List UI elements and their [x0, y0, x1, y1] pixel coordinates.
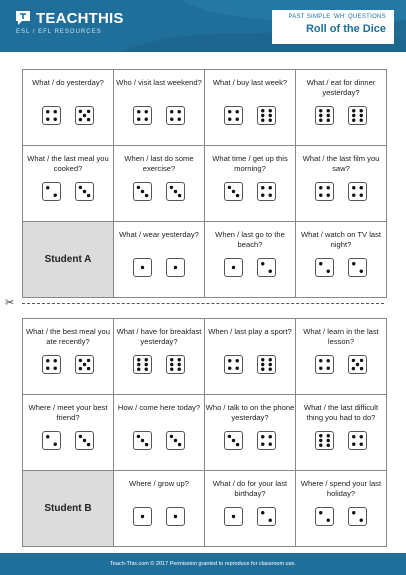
die-pip: [269, 194, 272, 197]
question-cell: [205, 471, 296, 547]
die-pip: [145, 118, 148, 121]
dice-pair: [114, 106, 204, 125]
die-pip: [261, 368, 264, 371]
dice-pair: [114, 258, 204, 277]
die-face-2: [315, 507, 334, 526]
student-b-grid: [22, 318, 387, 547]
die-pip: [360, 443, 363, 446]
question-text: What / eat for dinner yesterday?: [306, 78, 376, 97]
die-face-2: [257, 507, 276, 526]
die-pip: [352, 114, 355, 117]
die-pip: [261, 511, 264, 514]
die-pip: [170, 363, 173, 366]
dice-pair: [114, 355, 204, 374]
die-face-5: [75, 355, 94, 374]
die-pip: [327, 270, 330, 273]
die-pip: [46, 359, 49, 362]
dice-pair: [205, 355, 295, 374]
question-text: Where / spend your last holiday?: [300, 479, 382, 498]
question-cell: [205, 395, 296, 471]
question-cell: [205, 319, 296, 395]
die-pip: [327, 119, 330, 122]
die-pip: [356, 363, 359, 366]
die-face-4: [315, 182, 334, 201]
question-cell: [114, 146, 205, 222]
question-cell: [205, 70, 296, 146]
die-pip: [145, 194, 148, 197]
die-pip: [327, 359, 330, 362]
die-face-1: [224, 507, 243, 526]
die-pip: [137, 363, 140, 366]
die-face-1: [166, 507, 185, 526]
question-text: What / the last difficult thing you had to do?: [303, 403, 379, 422]
question-text: What / the last meal you cooked?: [27, 154, 109, 173]
brand-logo: [14, 9, 124, 35]
die-pip: [54, 367, 57, 370]
dice-pair: [296, 258, 386, 277]
die-pip: [319, 367, 322, 370]
die-face-3: [166, 431, 185, 450]
die-pip: [137, 435, 140, 438]
die-pip: [145, 358, 148, 361]
die-face-4: [224, 355, 243, 374]
die-pip: [228, 118, 231, 121]
die-pip: [170, 110, 173, 113]
die-face-3: [133, 431, 152, 450]
die-pip: [87, 194, 90, 197]
die-pip: [83, 114, 86, 117]
die-pip: [174, 190, 177, 193]
die-pip: [352, 119, 355, 122]
grid-row: [23, 471, 387, 547]
die-pip: [327, 444, 330, 447]
question-cell: [296, 70, 387, 146]
question-text: Who / visit last weekend?: [116, 78, 202, 87]
die-pip: [269, 363, 272, 366]
die-pip: [170, 358, 173, 361]
die-pip: [319, 511, 322, 514]
die-pip: [327, 114, 330, 117]
dice-pair: [114, 182, 204, 201]
die-pip: [170, 435, 173, 438]
header-banner: [0, 0, 406, 52]
die-pip: [170, 368, 173, 371]
die-pip: [360, 359, 363, 362]
brand-tagline: ESL / EFL RESOURCES: [16, 29, 102, 35]
die-pip: [54, 118, 57, 121]
question-cell: [114, 319, 205, 395]
die-pip: [145, 443, 148, 446]
die-face-2: [42, 431, 61, 450]
die-pip: [137, 110, 140, 113]
question-cell: [296, 471, 387, 547]
question-text: Where / grow up?: [129, 479, 189, 488]
die-face-4: [42, 106, 61, 125]
die-pip: [261, 262, 264, 265]
die-pip: [137, 118, 140, 121]
die-face-6: [348, 106, 367, 125]
die-pip: [319, 444, 322, 447]
die-pip: [327, 434, 330, 437]
question-text: When / last go to the beach?: [215, 230, 285, 249]
die-face-1: [224, 258, 243, 277]
dice-pair: [296, 182, 386, 201]
dice-pair: [23, 431, 113, 450]
question-cell: [205, 146, 296, 222]
die-pip: [79, 110, 82, 113]
die-pip: [352, 109, 355, 112]
die-pip: [236, 443, 239, 446]
grid-row: [23, 395, 387, 471]
die-pip: [83, 439, 86, 442]
die-pip: [236, 110, 239, 113]
die-pip: [261, 435, 264, 438]
die-face-5: [75, 106, 94, 125]
die-face-6: [315, 431, 334, 450]
footer: Teach-This.com © 2017 Permission granted to reproduce for classroom use.: [0, 553, 406, 575]
die-pip: [87, 443, 90, 446]
die-pip: [236, 194, 239, 197]
die-face-5: [348, 355, 367, 374]
die-pip: [178, 443, 181, 446]
die-pip: [87, 118, 90, 121]
question-text: What / the best meal you ate recently?: [26, 327, 110, 346]
die-pip: [178, 358, 181, 361]
die-face-6: [257, 355, 276, 374]
question-text: Where / meet your best friend?: [28, 403, 108, 422]
dice-pair: [23, 106, 113, 125]
die-face-3: [166, 182, 185, 201]
die-pip: [360, 435, 363, 438]
die-pip: [232, 439, 235, 442]
question-cell: [296, 319, 387, 395]
die-face-4: [133, 106, 152, 125]
die-face-2: [315, 258, 334, 277]
die-face-2: [42, 182, 61, 201]
die-face-6: [257, 106, 276, 125]
die-pip: [170, 118, 173, 121]
die-pip: [145, 363, 148, 366]
die-pip: [145, 110, 148, 113]
die-pip: [79, 359, 82, 362]
die-pip: [46, 186, 49, 189]
die-face-3: [75, 431, 94, 450]
grid-row: [23, 222, 387, 298]
die-pip: [54, 194, 57, 197]
die-pip: [178, 110, 181, 113]
die-pip: [352, 367, 355, 370]
die-pip: [87, 110, 90, 113]
die-pip: [327, 194, 330, 197]
die-pip: [269, 435, 272, 438]
die-pip: [269, 270, 272, 273]
die-face-6: [133, 355, 152, 374]
die-face-6: [166, 355, 185, 374]
scissors-icon: ✂: [5, 297, 15, 309]
die-pip: [319, 194, 322, 197]
die-pip: [360, 194, 363, 197]
die-pip: [319, 434, 322, 437]
die-pip: [261, 443, 264, 446]
die-pip: [360, 109, 363, 112]
dashed-cut-line: [22, 303, 384, 304]
dice-pair: [205, 182, 295, 201]
die-face-2: [348, 507, 367, 526]
grid-row: [23, 319, 387, 395]
die-pip: [141, 439, 144, 442]
die-face-4: [348, 431, 367, 450]
die-pip: [269, 368, 272, 371]
question-cell: [114, 70, 205, 146]
die-pip: [327, 109, 330, 112]
die-pip: [54, 359, 57, 362]
die-pip: [269, 109, 272, 112]
dice-pair: [205, 431, 295, 450]
die-face-4: [42, 355, 61, 374]
die-pip: [360, 367, 363, 370]
die-face-1: [133, 258, 152, 277]
question-cell: [296, 146, 387, 222]
die-pip: [261, 114, 264, 117]
die-pip: [319, 119, 322, 122]
die-pip: [79, 118, 82, 121]
die-pip: [269, 358, 272, 361]
question-text: What / wear yesterday?: [119, 230, 199, 239]
die-pip: [352, 511, 355, 514]
dice-pair: [296, 355, 386, 374]
die-pip: [137, 368, 140, 371]
question-text: When / last do some exercise?: [124, 154, 194, 173]
worksheet-title: Roll of the Dice: [305, 23, 386, 35]
question-text: How / come here today?: [117, 403, 201, 412]
die-pip: [178, 363, 181, 366]
die-pip: [228, 359, 231, 362]
die-pip: [261, 119, 264, 122]
die-pip: [83, 190, 86, 193]
die-pip: [54, 443, 57, 446]
question-cell: [296, 222, 387, 298]
question-text: When / last play a sport?: [208, 327, 292, 336]
die-pip: [174, 439, 177, 442]
die-pip: [178, 368, 181, 371]
die-pip: [87, 367, 90, 370]
die-pip: [178, 194, 181, 197]
question-cell: [296, 395, 387, 471]
die-pip: [236, 367, 239, 370]
die-pip: [269, 443, 272, 446]
die-pip: [228, 186, 231, 189]
dice-pair: [296, 431, 386, 450]
die-pip: [141, 266, 144, 269]
die-face-6: [315, 106, 334, 125]
die-pip: [79, 186, 82, 189]
die-pip: [228, 367, 231, 370]
die-pip: [174, 515, 177, 518]
die-pip: [352, 443, 355, 446]
question-cell: [23, 395, 114, 471]
die-pip: [319, 262, 322, 265]
dice-pair: [205, 106, 295, 125]
die-pip: [269, 519, 272, 522]
die-pip: [327, 519, 330, 522]
die-pip: [141, 190, 144, 193]
die-pip: [269, 119, 272, 122]
student-label: Student A: [23, 222, 114, 298]
die-pip: [236, 118, 239, 121]
die-pip: [352, 186, 355, 189]
die-pip: [46, 110, 49, 113]
question-cell: [114, 471, 205, 547]
die-face-3: [75, 182, 94, 201]
question-text: What time / get up this morning?: [212, 154, 288, 173]
question-text: What / have for breakfast yesterday?: [116, 327, 202, 346]
die-face-3: [133, 182, 152, 201]
die-pip: [54, 110, 57, 113]
die-face-4: [315, 355, 334, 374]
student-label: Student B: [23, 471, 114, 547]
die-pip: [269, 114, 272, 117]
die-face-1: [133, 507, 152, 526]
question-text: What / learn in the last lesson?: [303, 327, 379, 346]
question-text: Who / talk to on the phone yesterday?: [205, 403, 295, 422]
die-face-3: [224, 431, 243, 450]
die-pip: [87, 359, 90, 362]
die-pip: [170, 186, 173, 189]
title-box: [272, 10, 394, 44]
die-pip: [232, 190, 235, 193]
die-pip: [352, 194, 355, 197]
die-pip: [319, 439, 322, 442]
dice-pair: [296, 507, 386, 526]
die-face-4: [166, 106, 185, 125]
die-pip: [236, 359, 239, 362]
die-pip: [352, 262, 355, 265]
die-pip: [46, 435, 49, 438]
dice-pair: [296, 106, 386, 125]
die-pip: [145, 368, 148, 371]
die-face-2: [257, 258, 276, 277]
die-pip: [269, 186, 272, 189]
die-face-2: [348, 258, 367, 277]
dice-pair: [205, 507, 295, 526]
grid-row: [23, 146, 387, 222]
die-pip: [261, 358, 264, 361]
die-pip: [178, 118, 181, 121]
die-pip: [141, 515, 144, 518]
die-pip: [360, 114, 363, 117]
die-pip: [319, 109, 322, 112]
die-pip: [360, 119, 363, 122]
die-pip: [261, 109, 264, 112]
die-pip: [352, 435, 355, 438]
question-text: What / do yesterday?: [32, 78, 104, 87]
question-cell: [23, 146, 114, 222]
die-pip: [261, 363, 264, 366]
die-pip: [46, 367, 49, 370]
student-a-grid: [22, 69, 387, 298]
die-pip: [360, 270, 363, 273]
die-face-4: [257, 431, 276, 450]
question-cell: [23, 70, 114, 146]
die-pip: [327, 439, 330, 442]
die-pip: [360, 186, 363, 189]
die-pip: [352, 359, 355, 362]
die-face-1: [166, 258, 185, 277]
die-pip: [137, 358, 140, 361]
cut-line-section: [0, 296, 406, 310]
die-face-4: [348, 182, 367, 201]
die-pip: [261, 194, 264, 197]
question-text: What / the last film you saw?: [302, 154, 380, 173]
dice-pair: [205, 258, 295, 277]
die-pip: [327, 367, 330, 370]
die-pip: [79, 367, 82, 370]
question-text: What / do for your last birthday?: [212, 479, 288, 498]
die-pip: [46, 118, 49, 121]
question-cell: [205, 222, 296, 298]
grid-row: [23, 70, 387, 146]
dice-pair: [23, 355, 113, 374]
question-cell: [23, 319, 114, 395]
speech-bubble-icon: [14, 9, 32, 27]
brand-name: TEACHTHIS: [36, 9, 124, 27]
die-pip: [83, 363, 86, 366]
die-pip: [360, 519, 363, 522]
dice-pair: [23, 182, 113, 201]
question-cell: [114, 395, 205, 471]
worksheet-subject: PAST SIMPLE 'WH' QUESTIONS: [288, 14, 386, 20]
die-pip: [319, 114, 322, 117]
question-cell: [114, 222, 205, 298]
dice-pair: [114, 507, 204, 526]
die-pip: [228, 435, 231, 438]
die-face-3: [224, 182, 243, 201]
die-face-4: [224, 106, 243, 125]
dice-pair: [114, 431, 204, 450]
die-pip: [79, 435, 82, 438]
question-text: What / watch on TV last night?: [300, 230, 382, 249]
question-text: What / buy last week?: [212, 78, 288, 87]
die-pip: [137, 186, 140, 189]
die-pip: [327, 186, 330, 189]
die-pip: [319, 186, 322, 189]
die-pip: [261, 186, 264, 189]
die-pip: [319, 359, 322, 362]
die-face-4: [257, 182, 276, 201]
die-pip: [228, 110, 231, 113]
die-pip: [174, 266, 177, 269]
die-pip: [232, 515, 235, 518]
die-pip: [232, 266, 235, 269]
